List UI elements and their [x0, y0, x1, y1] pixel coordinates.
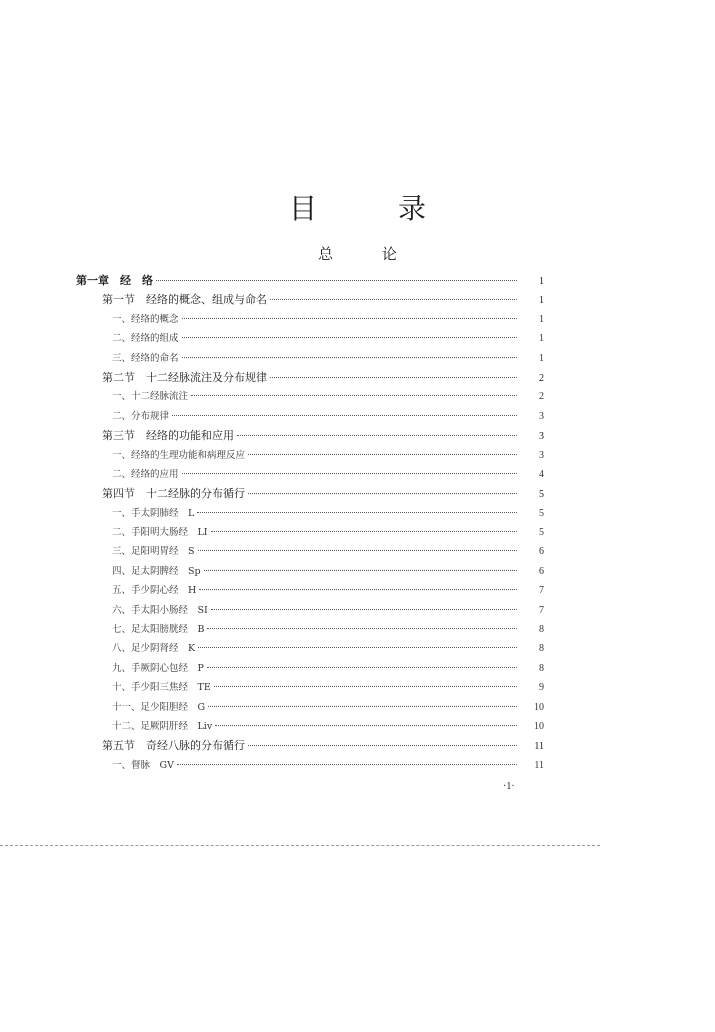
toc-entry-page: 1 [539, 313, 544, 325]
toc-entry-title: 一、经络的生理功能和病理反应 [112, 449, 246, 461]
dot-leader [177, 764, 517, 765]
toc-entry-page: 6 [539, 546, 544, 558]
toc-entry-item[interactable] [76, 601, 544, 620]
dot-leader [270, 299, 517, 300]
toc-entry-page: 9 [539, 682, 544, 694]
toc-entry-title: 七、足太阳膀胱经 B [112, 624, 205, 636]
toc-entry-item[interactable] [76, 387, 544, 406]
dot-leader [182, 473, 517, 474]
dot-leader [248, 454, 517, 455]
dot-leader [270, 377, 517, 378]
toc-entry-title: 十、手少阳三焦经 TE [112, 682, 211, 694]
toc-entry-section[interactable] [76, 290, 544, 309]
toc-entry-title: 六、手太阳小肠经 SI [112, 604, 208, 616]
toc-entry-page: 7 [539, 585, 544, 597]
toc-entry-title: 二、手阳明大肠经 LI [112, 527, 208, 539]
toc-entry-item[interactable] [76, 542, 544, 561]
dot-leader [199, 589, 517, 590]
toc-entry-item[interactable] [76, 446, 544, 465]
dot-leader [191, 395, 517, 396]
toc-entry-title: 十二、足厥阴肝经 Liv [112, 720, 213, 732]
dot-leader [248, 745, 517, 746]
toc-entry-title: 第一章 经 络 [76, 274, 153, 287]
toc-entry-page: 4 [539, 468, 544, 480]
toc-entry-section[interactable] [76, 368, 544, 387]
dot-leader [207, 628, 517, 629]
toc-entry-title: 第二节 十二经脉流注及分布规律 [102, 370, 267, 384]
dot-leader [237, 435, 517, 436]
toc-entry-item[interactable] [76, 639, 544, 658]
toc-entry-page: 6 [539, 565, 544, 577]
dot-leader [207, 667, 517, 668]
toc-entry-item[interactable] [76, 504, 544, 523]
toc-entry-page: 3 [539, 410, 544, 422]
toc-entry-title: 二、分布规律 [112, 410, 170, 422]
toc-entry-page: 1 [539, 276, 544, 287]
page-title: 目 录 [289, 191, 462, 225]
toc-entry-title: 九、手厥阴心包经 P [112, 662, 204, 674]
toc-entry-title: 十一、足少阳胆经 G [112, 701, 206, 713]
dot-leader [156, 280, 517, 281]
toc-entry-page: 8 [539, 662, 544, 674]
toc-entry-title: 第五节 奇经八脉的分布循行 [102, 739, 245, 753]
dot-leader [248, 493, 517, 494]
toc-entry-page: 11 [534, 759, 544, 771]
toc-entry-title: 三、足阳明胃经 S [112, 546, 195, 558]
toc-entry-item[interactable] [76, 659, 544, 678]
toc-entry-item[interactable] [76, 620, 544, 639]
toc-entry-page: 2 [539, 391, 544, 403]
toc-entry-chapter[interactable] [76, 271, 544, 290]
dot-leader [182, 337, 517, 338]
toc-entry-page: 3 [539, 449, 544, 461]
toc-entry-title: 一、督脉 GV [112, 759, 174, 771]
toc-entry-page: 5 [539, 489, 544, 501]
toc-entry-page: 7 [539, 604, 544, 616]
toc-entry-item[interactable] [76, 678, 544, 697]
dot-leader [214, 686, 517, 687]
toc-entry-item[interactable] [76, 523, 544, 542]
dot-leader [197, 512, 517, 513]
dot-leader [211, 609, 517, 610]
dot-leader [204, 570, 517, 571]
toc-entry-item[interactable] [76, 562, 544, 581]
toc-entry-title: 二、经络的应用 [112, 468, 179, 480]
toc-entry-title: 一、十二经脉流注 [112, 391, 189, 403]
toc-entry-item[interactable] [76, 329, 544, 348]
dot-leader [198, 550, 517, 551]
toc-entry-title: 五、手少阴心经 H [112, 585, 197, 597]
toc-entry-title: 一、经络的概念 [112, 313, 179, 325]
dot-leader [215, 725, 517, 726]
table-of-contents [76, 271, 544, 775]
toc-entry-item[interactable] [76, 756, 544, 775]
toc-entry-item[interactable] [76, 310, 544, 329]
toc-entry-item[interactable] [76, 717, 544, 736]
toc-entry-item[interactable] [76, 698, 544, 717]
toc-entry-page: 5 [539, 527, 544, 539]
toc-entry-page: 2 [539, 372, 544, 384]
dot-leader [208, 706, 517, 707]
toc-entry-item[interactable] [76, 465, 544, 484]
toc-entry-title: 三、经络的命名 [112, 352, 179, 364]
toc-entry-page: 1 [539, 295, 544, 307]
toc-entry-item[interactable] [76, 407, 544, 426]
toc-entry-title: 第一节 经络的概念、组成与命名 [102, 293, 267, 307]
toc-entry-title: 第三节 经络的功能和应用 [102, 429, 234, 443]
dot-leader [182, 318, 517, 319]
toc-entry-item[interactable] [76, 581, 544, 600]
dot-leader [172, 415, 517, 416]
toc-entry-section[interactable] [76, 484, 544, 503]
toc-entry-page: 11 [534, 741, 544, 753]
toc-entry-page: 8 [539, 643, 544, 655]
toc-entry-title: 四、足太阴脾经 Sp [112, 565, 201, 577]
toc-entry-page: 3 [539, 431, 544, 443]
toc-entry-page: 1 [539, 333, 544, 345]
toc-entry-title: 二、经络的组成 [112, 333, 179, 345]
toc-entry-section[interactable] [76, 736, 544, 755]
toc-entry-title: 一、手太阴肺经 L [112, 507, 195, 519]
toc-entry-item[interactable] [76, 349, 544, 368]
toc-entry-section[interactable] [76, 426, 544, 445]
toc-entry-title: 八、足少阴肾经 K [112, 643, 196, 655]
toc-entry-page: 10 [534, 720, 544, 732]
toc-entry-page: 5 [539, 507, 544, 519]
toc-entry-title: 第四节 十二经脉的分布循行 [102, 487, 245, 501]
toc-entry-page: 1 [539, 352, 544, 364]
dot-leader [182, 357, 517, 358]
scan-edge-line [0, 845, 600, 846]
section-heading: 总 论 [318, 245, 419, 263]
page-number: ·1· [503, 781, 515, 792]
toc-entry-page: 10 [534, 701, 544, 713]
dot-leader [211, 531, 517, 532]
toc-entry-page: 8 [539, 624, 544, 636]
dot-leader [198, 647, 517, 648]
